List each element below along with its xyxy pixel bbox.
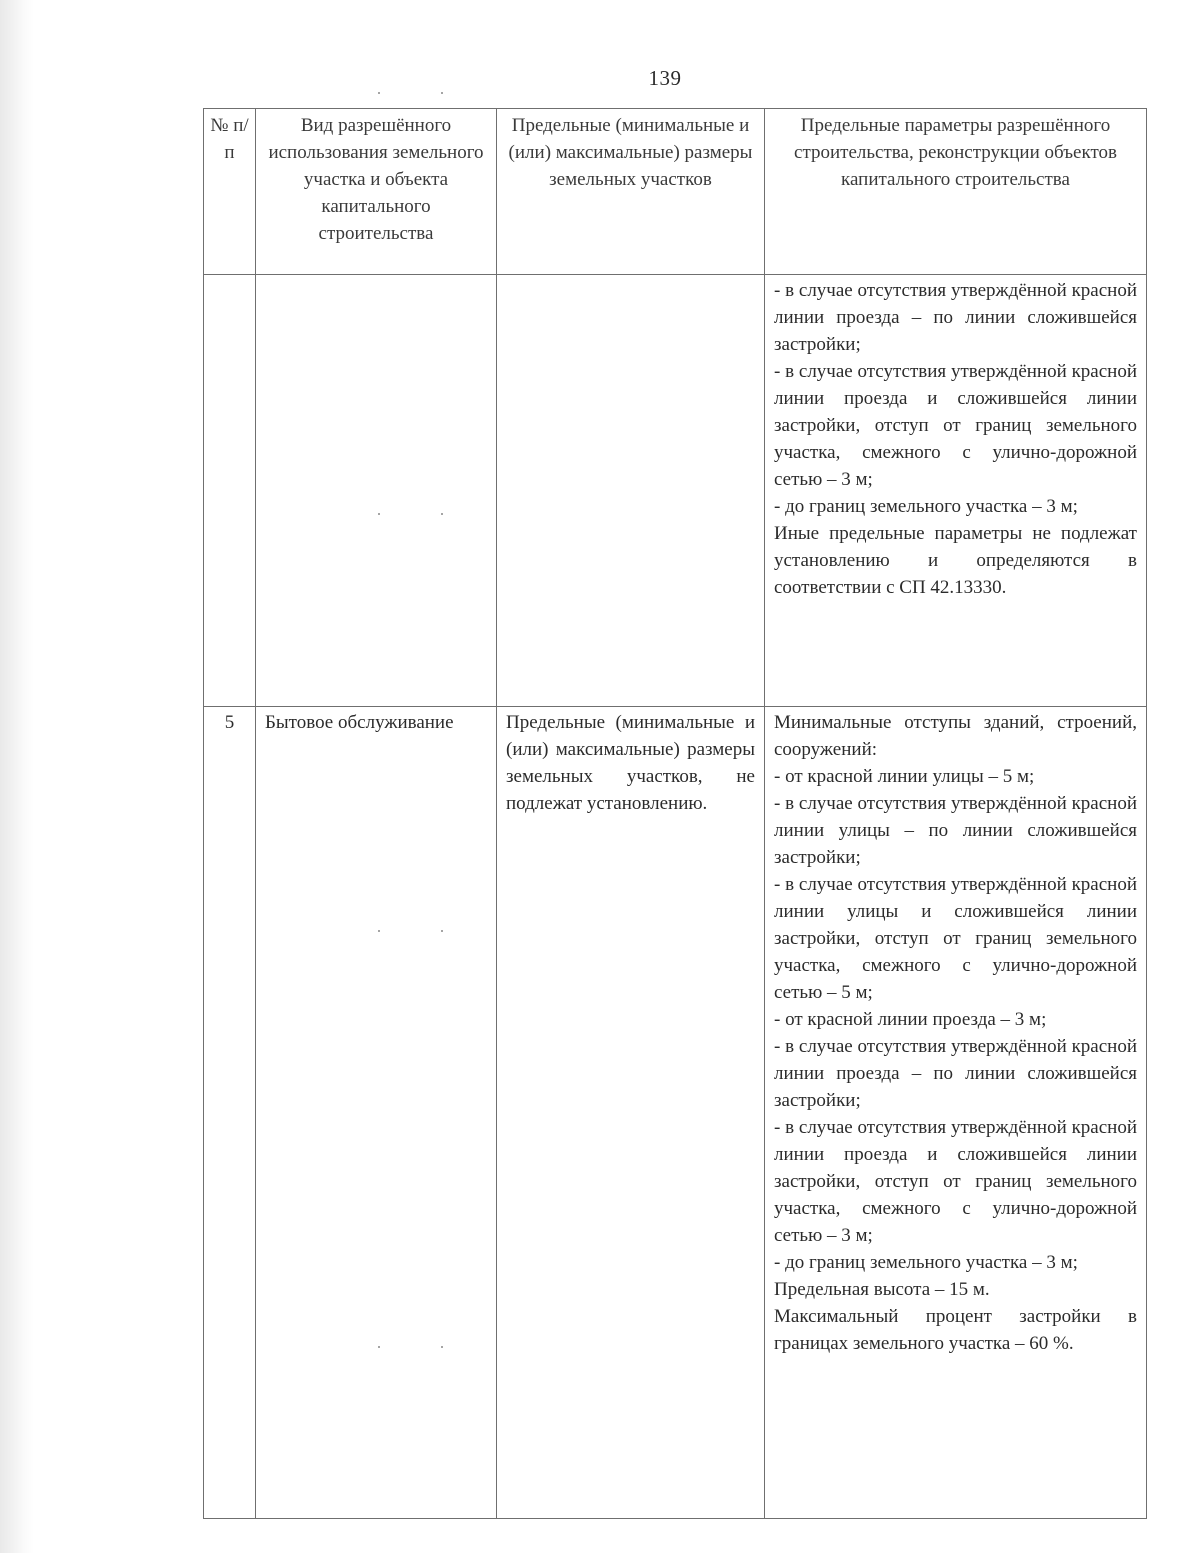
table-header-row [204,109,1147,275]
table-row [204,275,1147,707]
parameter-line: Иные предельные параметры не подлежат установлению и определяются в соответствии с СП 42.13330. [774,523,1137,598]
scan-speck [378,930,380,932]
header-plot-sizes: Предельные (минимальные и (или) максимальные) размеры земельных участков [497,109,765,275]
parameter-line: Минимальные отступы зданий, строений, сооружений: [774,712,1137,760]
parameter-line: - в случае отсутствия утверждённой красной линии улицы и сложившейся линии застройки, отступ от границ земельного участка, смежного с улично-дорожной сетью – 5 м; [774,874,1137,1003]
scan-speck [378,92,380,94]
row-use-type [256,275,497,707]
page-number: 139 [648,66,682,90]
header-parameters: Предельные параметры разрешённого строительства, реконструкции объектов капитального строительства [765,109,1147,275]
scan-speck [378,513,380,515]
header-num: № п/п [204,109,256,275]
scan-speck [441,930,443,932]
row-parameters [765,707,1147,1519]
scan-speck [378,1346,380,1348]
scan-shadow [0,0,34,1553]
parameter-line: - до границ земельного участка – 3 м; [774,1252,1078,1273]
row-num: 5 [204,707,256,1519]
table-row [204,707,1147,1519]
parameter-line: - до границ земельного участка – 3 м; [774,496,1078,517]
parameter-line: - в случае отсутствия утверждённой красной линии проезда – по линии сложившейся застройки; [774,1036,1137,1111]
row-parameters [765,275,1147,707]
scan-speck [441,513,443,515]
parameter-line: Максимальный процент застройки в границах земельного участка – 60 %. [774,1306,1137,1354]
parameter-line: - от красной линии проезда – 3 м; [774,1009,1047,1030]
parameter-line: - в случае отсутствия утверждённой красной линии проезда и сложившейся линии застройки, отступ от границ земельного участка, смежного с улично-дорожной сетью – 3 м; [774,1117,1137,1246]
row-use-type: Бытовое обслуживание [256,707,497,1519]
parameter-line: - в случае отсутствия утверждённой красной линии проезда – по линии сложившейся застройки; [774,280,1137,355]
header-use-type: Вид разрешённого использования земельного участка и объекта капитального строительства [256,109,497,275]
scan-speck [441,1346,443,1348]
row-plot-sizes: Предельные (минимальные и (или) максимальные) размеры земельных участков, не подлежат установлению. [497,707,765,1519]
row-plot-sizes [497,275,765,707]
parameter-line: Предельная высота – 15 м. [774,1279,990,1300]
parameter-line: - от красной линии улицы – 5 м; [774,766,1035,787]
row-num [204,275,256,707]
scan-speck [441,92,443,94]
parameter-line: - в случае отсутствия утверждённой красной линии проезда и сложившейся линии застройки, отступ от границ земельного участка, смежного с улично-дорожной сетью – 3 м; [774,361,1137,490]
parameter-line: - в случае отсутствия утверждённой красной линии улицы – по линии сложившейся застройки; [774,793,1137,868]
regulations-table [203,108,1147,1519]
